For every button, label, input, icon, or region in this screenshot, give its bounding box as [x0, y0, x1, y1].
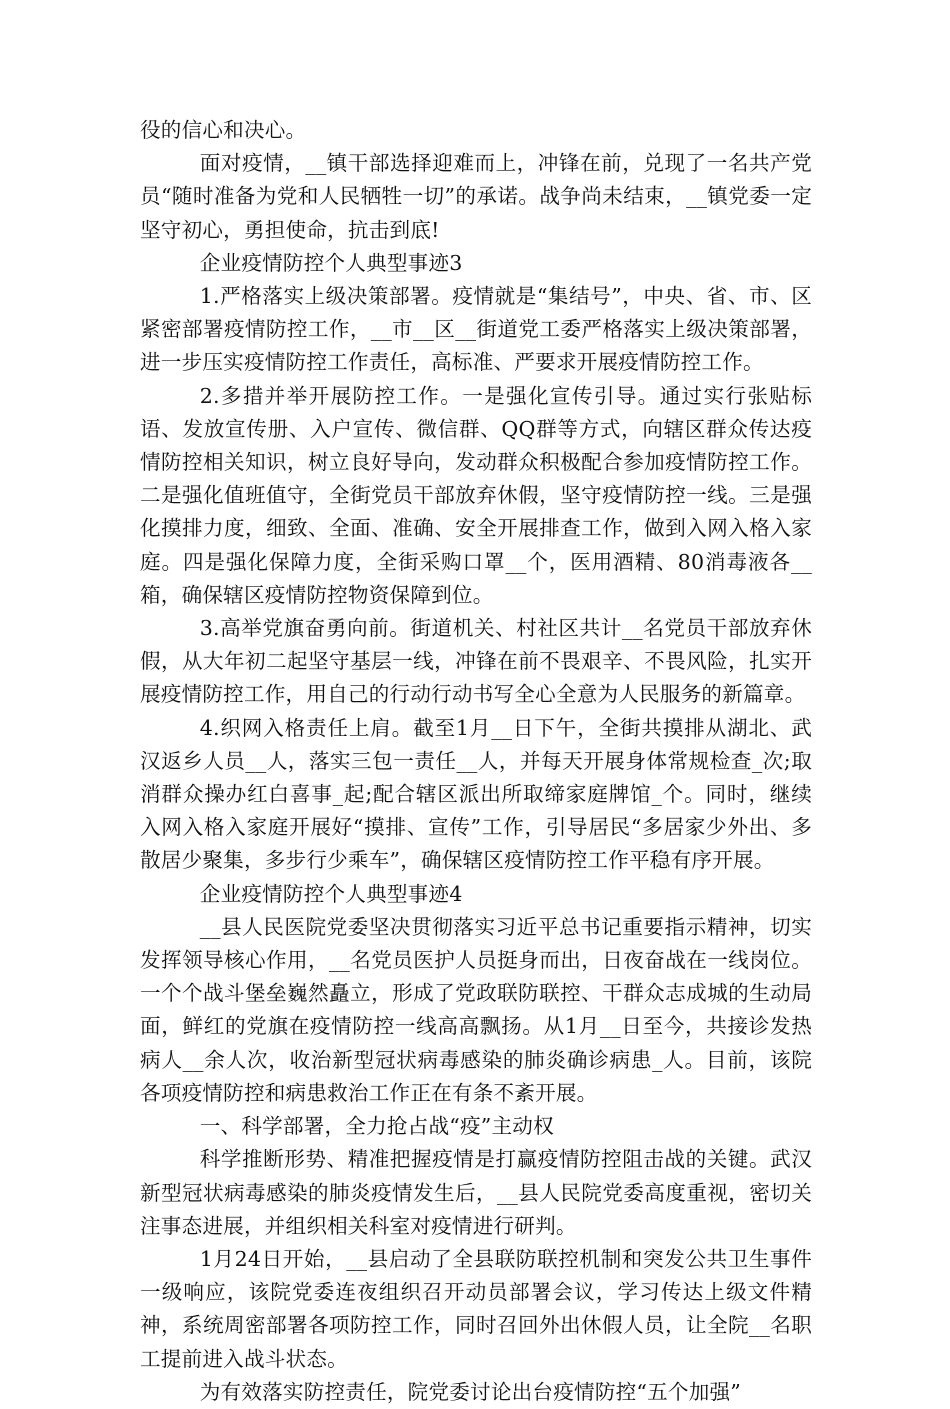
paragraph: 1月24日开始，__县启动了全县联防联控机制和突发公共卫生事件一级响应，该院党委连夜组织召开动员部署会议，学习传达上级文件精神，系统周密部署各项防控工作，同时召回外出休假人员，让全院__名职工提前进入战斗状态。 [140, 1246, 812, 1371]
paragraph: 科学推断形势、精准把握疫情是打赢疫情防控阻击战的关键。武汉新型冠状病毒感染的肺炎疫情发生后，__县人民院党委高度重视，密切关注事态进展，并组织相关科室对疫情进行研判。 [140, 1147, 812, 1238]
subsection-heading: 一、科学部署，全力抢占战“疫”主动权 [199, 1114, 554, 1139]
paragraph-continuation: 役的信心和决心。 [140, 118, 307, 142]
section-heading: 企业疫情防控个人典型事迹4 [199, 881, 463, 906]
section-heading: 企业疫情防控个人典型事迹3 [199, 250, 463, 275]
paragraph: 2.多措并举开展防控工作。一是强化宣传引导。通过实行张贴标语、发放宣传册、入户宣传、微信群、QQ群等方式，向辖区群众传达疫情防控相关知识，树立良好导向，发动群众积极配合参加疫情防控工作。二是强化值班值守，全街党员干部放弃休假，坚守疫情防控一线。三是强化摸排力度，细致、全面、准确、安全开展排查工作，做到入网入格入家庭。四是强化保障力度，全街采购口罩__个，医用酒精、80消毒液各__箱，确保辖区疫情防控物资保障到位。 [140, 383, 812, 607]
paragraph: 3.高举党旗奋勇向前。街道机关、村社区共计__名党员干部放弃休假，从大年初二起坚守基层一线，冲锋在前不畏艰辛、不畏风险，扎实开展疫情防控工作，用自己的行动行动书写全心全意为人民服务的新篇章。 [140, 616, 812, 707]
paragraph: __县人民医院党委坚决贯彻落实习近平总书记重要指示精神，切实发挥领导核心作用，__名党员医护人员挺身而出，日夜奋战在一线岗位。一个个战斗堡垒巍然矗立，形成了党政联防联控、干群众志成城的生动局面，鲜红的党旗在疫情防控一线高高飘扬。从1月__日至今，共接诊发热病人__余人次，收治新型冠状病毒感染的肺炎确诊病患_人。目前，该院各项疫情防控和病患救治工作正在有条不紊开展。 [140, 914, 812, 1105]
paragraph: 为有效落实防控责任，院党委讨论出台疫情防控“五个加强” [199, 1379, 742, 1404]
paragraph: 4.织网入格责任上肩。截至1月__日下午，全街共摸排从湖北、武汉返乡人员__人，落实三包一责任__人，并每天开展身体常规检查_次;取消群众操办红白喜事_起;配合辖区派出所取缔家庭牌馆_个。同时，继续入网入格入家庭开展好“摸排、宣传”工作，引导居民“多居家少外出、多散居少聚集，多步行少乘车”，确保辖区疫情防控工作平稳有序开展。 [140, 715, 812, 873]
document-body [140, 114, 812, 1409]
paragraph: 面对疫情，__镇干部选择迎难而上，冲锋在前，兑现了一名共产党员“随时准备为党和人民牺牲一切”的承诺。战争尚未结束，__镇党委一定坚守初心，勇担使命，抗击到底! [140, 151, 812, 242]
paragraph: 1.严格落实上级决策部署。疫情就是“集结号”，中央、省、市、区紧密部署疫情防控工作，__市__区__街道党工委严格落实上级决策部署，进一步压实疫情防控工作责任，高标准、严要求开展疫情防控工作。 [140, 284, 812, 375]
